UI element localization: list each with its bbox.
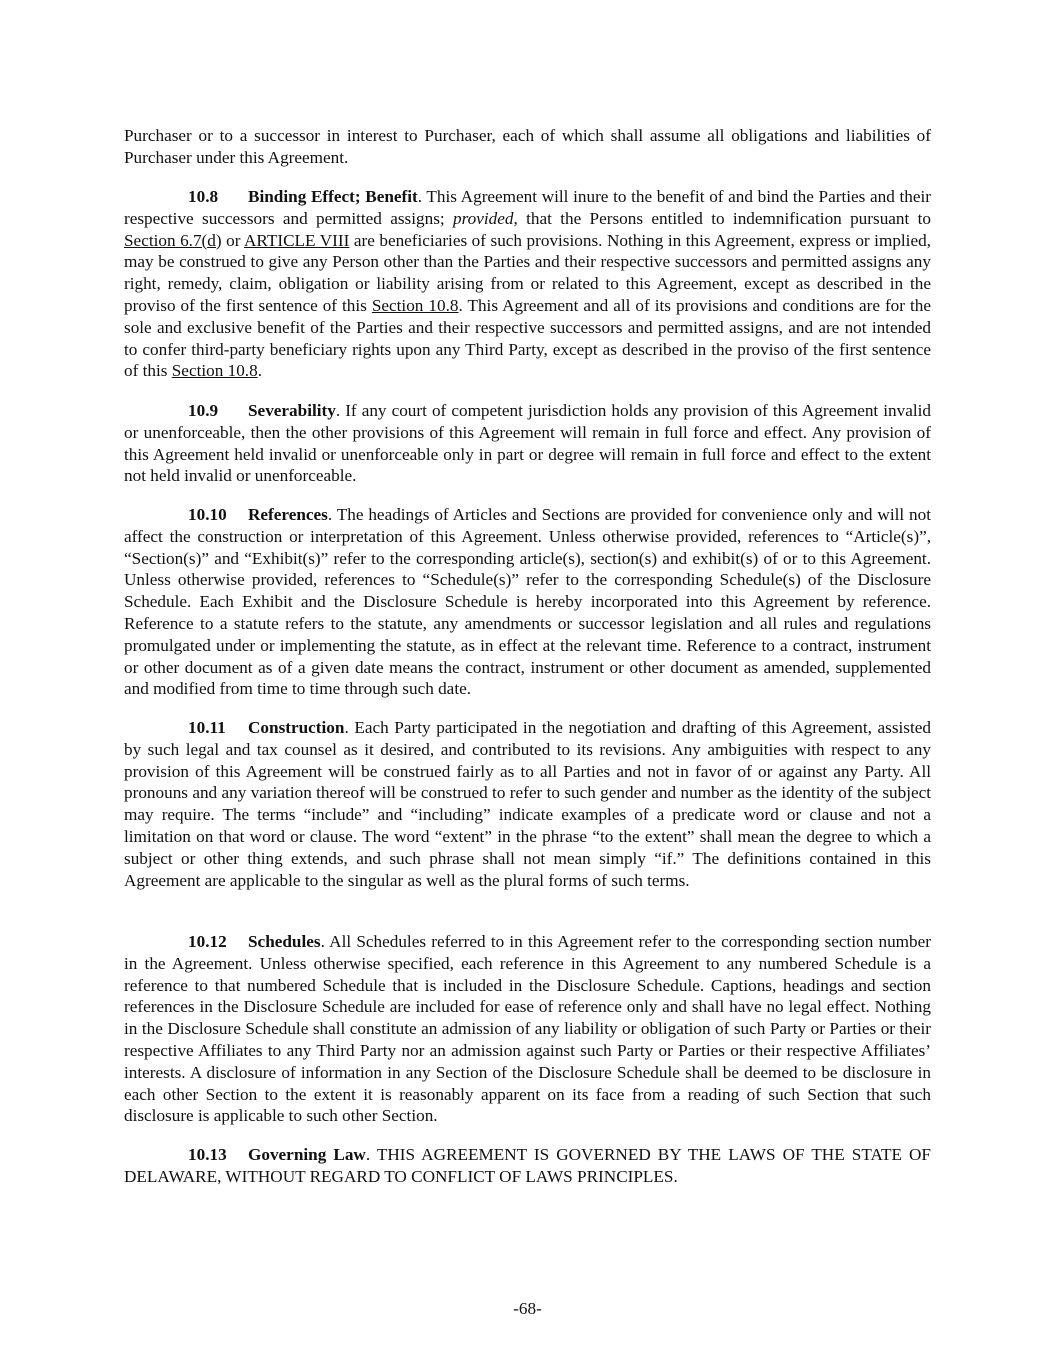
cross-reference-link[interactable]: Section 6.7(d) [124, 230, 222, 250]
section-10-9 [124, 400, 931, 487]
section-heading: Construction [248, 718, 345, 737]
section-10-13 [124, 1144, 931, 1188]
section-body: . If any court of competent jurisdiction holds any provision of this Agreement invalid or unenforceable, then the other provisions of this Agreement will remain in full force and effect. Any provision of this Agreement held invalid or unenforceable only in part or degree will remain in full force and effect to the extent not held invalid or unenforceable. [124, 401, 931, 486]
continuation-paragraph [124, 125, 931, 169]
section-heading: References [248, 505, 328, 524]
section-body: . All Schedules referred to in this Agreement refer to the corresponding section number in the Agreement. Unless otherwise specified, each reference in this Agreement to any numbered Schedule is a reference to that numbered Schedule that is included in the Disclosure Schedule. Captions, headings and section references in the Disclosure Schedule are included for ease of reference only and shall have no legal effect. Nothing in the Disclosure Schedule shall constitute an admission of any liability or obligation of such Party or Parties or their respective Affiliates to any Third Party nor an admission against such Party or Parties or their respective Affiliates’ interests. A disclosure of information in any Section of the Disclosure Schedule shall be deemed to be disclosure in each other Section to the extent it is reasonably apparent on its face from a reading of such Section that such disclosure is applicable to such other Section. [124, 932, 931, 1126]
cross-reference-link[interactable]: Section 10.8 [371, 295, 459, 315]
section-number: 10.10 [188, 505, 227, 524]
section-heading: Severability [248, 401, 336, 420]
section-heading: Schedules [248, 932, 321, 951]
section-10-12 [124, 931, 931, 1127]
section-number: 10.9 [188, 401, 219, 420]
section-number: 10.12 [188, 932, 227, 951]
provided-term: provided [453, 208, 514, 228]
section-number: 10.11 [188, 718, 226, 737]
continuation-text: Purchaser or to a successor in interest to Purchaser, each of which shall assume all obligations and liabilities of Purchaser under this Agreement. [124, 126, 931, 167]
section-heading: Governing Law [248, 1145, 366, 1164]
section-number: 10.13 [188, 1145, 227, 1164]
section-body: . The headings of Articles and Sections are provided for convenience only and will not affect the construction or interpretation of this Agreement. Unless otherwise provided, references to “Article(s)”, “Section(s)” and “Exhibit(s)” refer to the corresponding article(s), section(s) and exhibit(s) of or to this Agreement. Unless otherwise provided, references to “Schedule(s)” refer to the corresponding Schedule(s) of the Disclosure Schedule. Each Exhibit and the Disclosure Schedule is hereby incorporated into this Agreement by reference. Reference to a statute refers to the statute, any amendments or successor legislation and all rules and regulations promulgated under or implementing the statute, as in effect at the relevant time. Reference to a contract, instrument or other document as of a given date means the contract, instrument or other document as amended, supplemented and modified from time to time through such date. [124, 505, 931, 699]
section-body: . THIS AGREEMENT IS GOVERNED BY THE LAWS OF THE STATE OF DELAWARE, WITHOUT REGARD TO CONFLICT OF LAWS PRINCIPLES. [124, 1145, 931, 1186]
section-10-11 [124, 717, 931, 891]
cross-reference-link[interactable]: Section 10.8 [171, 361, 258, 381]
page-number: -68- [513, 1299, 542, 1318]
section-heading: Binding Effect; Benefit [248, 187, 418, 206]
cross-reference-link[interactable]: ARTICLE VIII [244, 230, 350, 250]
section-10-8: 10.8 Binding Effect; Benefit. This Agreement will inure to the benefit of and bind the Parties and their respective successors and permitted assigns; provided, that the Persons entitled to indemnification pursuant to Section 6.7(d) or ARTICLE VIII are beneficiaries of such provisions. Nothing in this Agreement, express or implied, may be construed to give any Person other than the Parties and their respective successors and permitted assigns any right, remedy, claim, obligation or liability arising from or related to this Agreement, except as described in the proviso of the first sentence of this Section 10.8. This Agreement and all of its provisions and conditions are for the sole and exclusive benefit of the Parties and their respective successors and permitted assigns, and are not intended to confer third-party beneficiary rights upon any Third Party, except as described in the proviso of the first sentence of this Section 10.8. [124, 187, 931, 381]
section-number: 10.8 [188, 187, 219, 206]
section-body: . Each Party participated in the negotiation and drafting of this Agreement, assisted by such legal and tax counsel as it desired, and contributed to its revisions. Any ambiguities with respect to any provision of this Agreement will be construed fairly as to all Parties and not in favor of or against any Party. All pronouns and any variation thereof will be construed to refer to such gender and number as the identity of the subject may require. The terms “include” and “including” indicate examples of a predicate word or clause and not a limitation on that word or clause. The word “extent” in the phrase “to the extent” shall mean the degree to which a subject or other thing extends, and such phrase shall not mean simply “if.” The definitions contained in this Agreement are applicable to the singular as well as the plural forms of such terms. [124, 718, 931, 890]
section-10-10 [124, 504, 931, 700]
